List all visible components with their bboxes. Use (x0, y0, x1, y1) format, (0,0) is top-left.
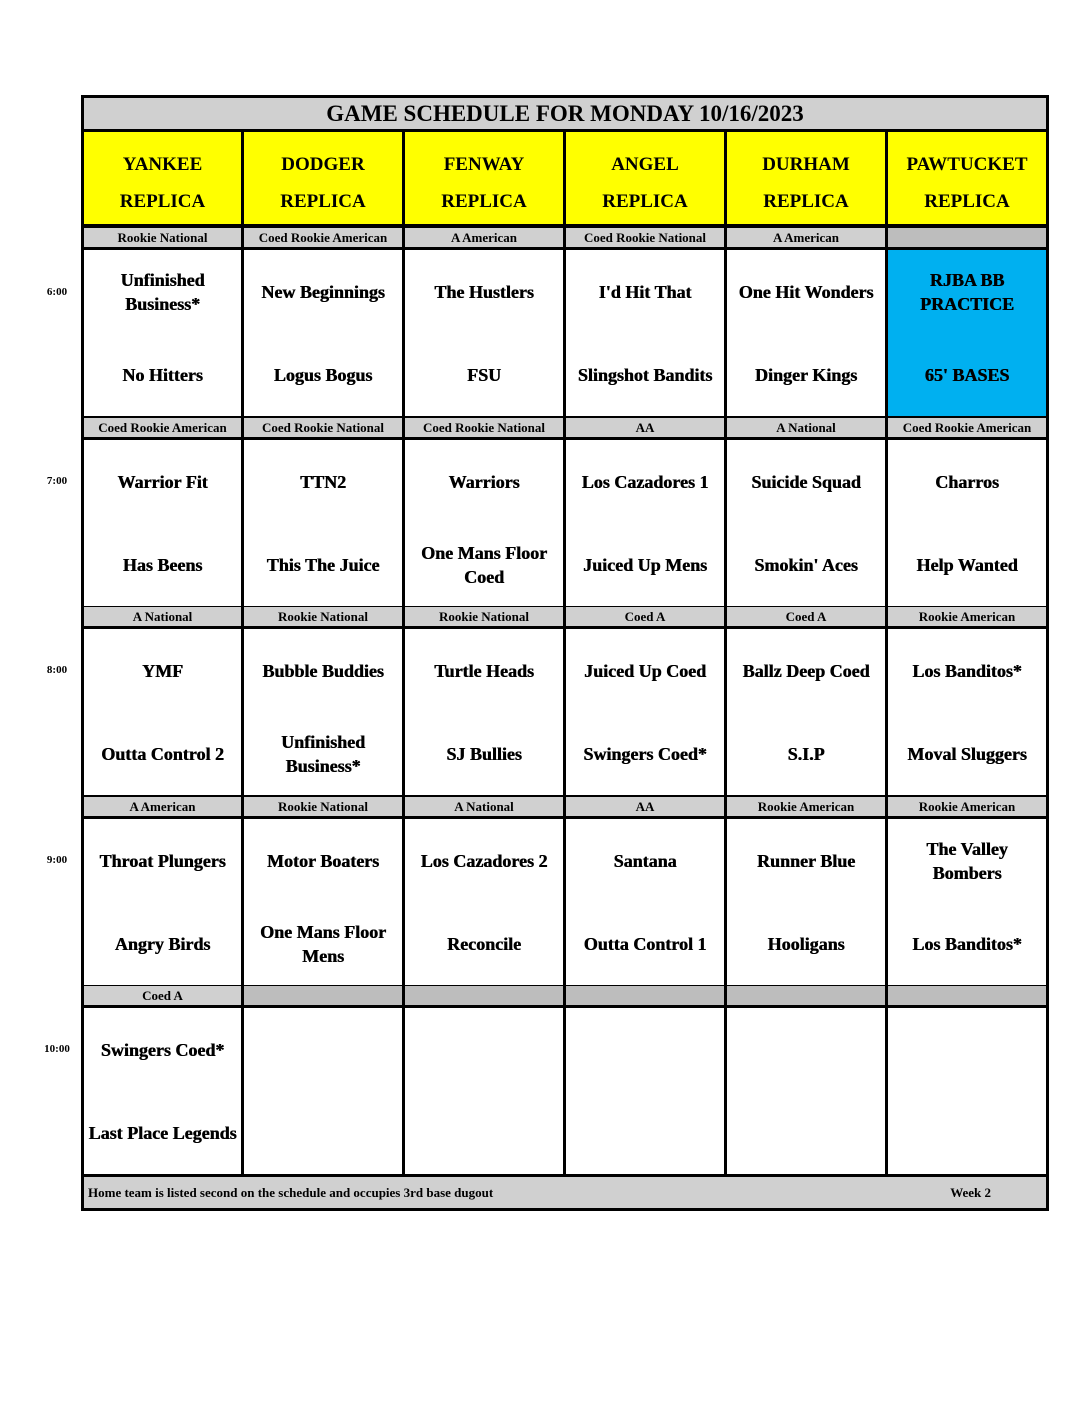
game-cell (244, 1008, 402, 1174)
away-team (566, 1008, 724, 1091)
away-team (405, 440, 563, 523)
home-team-name: One Mans Floor Coed (421, 542, 547, 587)
home-team (888, 902, 1046, 985)
away-team-name: Warrior Fit (117, 471, 208, 492)
home-team (566, 523, 724, 606)
division-label (566, 986, 724, 1005)
field-header (244, 132, 402, 224)
away-team-name: RJBA BB PRACTICE (919, 269, 1014, 314)
division-label: Coed Rookie National (566, 228, 724, 247)
field-header (84, 132, 241, 224)
field-type: REPLICA (119, 191, 206, 212)
footer-row (84, 1177, 1046, 1208)
field-type: REPLICA (763, 191, 849, 212)
home-team-name: S.I.P (787, 743, 825, 764)
home-team-name: Logus Bogus (273, 364, 373, 385)
away-team (84, 440, 241, 523)
away-team-name: Swingers Coed* (100, 1039, 225, 1060)
away-team (727, 629, 885, 712)
away-team-name: Santana (613, 850, 677, 871)
away-team-name: Motor Boaters (266, 850, 380, 871)
away-team-name: Bubble Buddies (262, 660, 384, 681)
home-team-name: Unfinished Business* (280, 731, 366, 776)
away-team (566, 250, 724, 333)
away-team-name: Los Banditos* (912, 660, 1022, 681)
division-label: AA (566, 797, 724, 816)
practice-cell (888, 250, 1046, 416)
game-cell (405, 819, 563, 985)
away-team (566, 440, 724, 523)
game-cell (566, 440, 724, 606)
game-cell (888, 1008, 1046, 1174)
home-team-name: No Hitters (122, 364, 203, 385)
home-team (727, 712, 885, 795)
home-team-name: Dinger Kings (754, 364, 858, 385)
game-cell (566, 250, 724, 416)
away-team (244, 629, 402, 712)
field-header (405, 132, 563, 224)
game-cell (566, 1008, 724, 1174)
home-team (405, 523, 563, 606)
home-team (405, 712, 563, 795)
away-team (888, 629, 1046, 712)
game-cell (244, 250, 402, 416)
time-label: 8:00 (46, 664, 68, 676)
home-team-name: Reconcile (447, 933, 521, 954)
time-label: 10:00 (44, 1043, 70, 1055)
division-label: A National (727, 418, 885, 437)
field-type: REPLICA (280, 191, 366, 212)
home-team-name: Outta Control 1 (583, 933, 707, 954)
game-cell (405, 629, 563, 795)
home-team-name: Help Wanted (916, 554, 1018, 575)
division-label (727, 986, 885, 1005)
home-team (244, 1091, 402, 1174)
home-team (84, 333, 241, 416)
away-team (405, 819, 563, 902)
schedule-title: GAME SCHEDULE FOR MONDAY 10/16/2023 (84, 98, 1046, 129)
away-team-name: The Valley Bombers (926, 838, 1008, 883)
game-cell (405, 250, 563, 416)
home-team (727, 902, 885, 985)
home-team (84, 523, 241, 606)
home-team (888, 712, 1046, 795)
away-team (888, 440, 1046, 523)
home-team (566, 1091, 724, 1174)
game-cell (727, 440, 885, 606)
away-team (727, 440, 885, 523)
field-name: FENWAY (443, 154, 525, 175)
home-team-name: One Mans Floor Mens (260, 921, 386, 966)
home-team (244, 902, 402, 985)
home-team-name: Hooligans (767, 933, 845, 954)
away-team-name: TTN2 (299, 471, 346, 492)
away-team (566, 629, 724, 712)
away-team (727, 1008, 885, 1091)
home-team (888, 333, 1046, 416)
time-label: 7:00 (46, 475, 68, 487)
division-label: A National (84, 607, 241, 626)
home-team (566, 712, 724, 795)
home-team-name: 65' BASES (924, 364, 1010, 385)
away-team-name: Charros (935, 471, 999, 492)
division-label: A American (84, 797, 241, 816)
division-label: Coed Rookie American (244, 228, 402, 247)
away-team (727, 819, 885, 902)
home-team (84, 902, 241, 985)
division-label: AA (566, 418, 724, 437)
field-name: PAWTUCKET (906, 154, 1028, 175)
field-name: ANGEL (611, 154, 679, 175)
field-name: DODGER (281, 154, 365, 175)
division-label: Rookie National (244, 797, 402, 816)
away-team-name: The Hustlers (434, 281, 534, 302)
away-team (888, 1008, 1046, 1091)
division-label (888, 986, 1046, 1005)
game-cell (727, 819, 885, 985)
home-team (727, 523, 885, 606)
home-team-name: Last Place Legends (88, 1122, 237, 1143)
division-label: Coed A (566, 607, 724, 626)
field-name: YANKEE (122, 154, 203, 175)
division-label (405, 986, 563, 1005)
away-team-name: One Hit Wonders (738, 281, 874, 302)
game-cell (888, 440, 1046, 606)
away-team (405, 629, 563, 712)
home-team (888, 523, 1046, 606)
division-label: A American (405, 228, 563, 247)
away-team-name: Los Cazadores 1 (581, 471, 709, 492)
home-team-name: Moval Sluggers (907, 743, 1027, 764)
away-team (405, 250, 563, 333)
week-label: Week 2 (950, 1184, 991, 1200)
game-cell (888, 629, 1046, 795)
game-cell (566, 819, 724, 985)
away-team-name: Turtle Heads (434, 660, 534, 681)
away-team-name: Throat Plungers (99, 850, 226, 871)
away-team-name: New Beginnings (261, 281, 385, 302)
home-team-name: Angry Birds (114, 933, 211, 954)
home-team-name: This The Juice (266, 554, 380, 575)
home-team-name: Swingers Coed* (583, 743, 707, 764)
division-label: A National (405, 797, 563, 816)
home-team-name: Los Banditos* (912, 933, 1022, 954)
division-label: Coed Rookie American (84, 418, 241, 437)
schedule-table (81, 95, 1049, 1211)
home-team-name: FSU (466, 364, 501, 385)
field-header (566, 132, 724, 224)
division-label: Rookie National (405, 607, 563, 626)
field-header (727, 132, 885, 224)
home-team (84, 712, 241, 795)
home-team (405, 1091, 563, 1174)
home-team (888, 1091, 1046, 1174)
away-team (84, 250, 241, 333)
field-name: DURHAM (762, 154, 850, 175)
away-team (244, 1008, 402, 1091)
home-team-name: SJ Bullies (446, 743, 522, 764)
away-team-name: Runner Blue (756, 850, 856, 871)
home-team (244, 712, 402, 795)
away-team (405, 1008, 563, 1091)
game-cell (727, 250, 885, 416)
home-team (244, 333, 402, 416)
home-team (84, 1091, 241, 1174)
division-label: Rookie American (888, 797, 1046, 816)
game-cell (244, 819, 402, 985)
away-team (244, 819, 402, 902)
field-type: REPLICA (924, 191, 1010, 212)
division-label: Coed A (84, 986, 241, 1005)
home-team (244, 523, 402, 606)
home-team (566, 902, 724, 985)
home-team-name: Slingshot Bandits (577, 364, 713, 385)
away-team (84, 1008, 241, 1091)
away-team (566, 819, 724, 902)
away-team-name: YMF (142, 660, 183, 681)
away-team (888, 819, 1046, 902)
away-team-name: Juiced Up Coed (583, 660, 706, 681)
away-team (244, 440, 402, 523)
away-team-name: Los Cazadores 2 (420, 850, 548, 871)
home-team (727, 1091, 885, 1174)
away-team-name: I'd Hit That (598, 281, 692, 302)
away-team (84, 629, 241, 712)
game-cell (84, 629, 241, 795)
away-team (727, 250, 885, 333)
away-team (244, 250, 402, 333)
time-label: 6:00 (46, 286, 68, 298)
division-label (888, 228, 1046, 247)
home-team (405, 902, 563, 985)
division-label: Rookie American (727, 797, 885, 816)
division-label: Coed Rookie National (405, 418, 563, 437)
game-cell (244, 629, 402, 795)
home-team-name: Has Beens (122, 554, 203, 575)
field-header (888, 132, 1046, 224)
home-team (727, 333, 885, 416)
game-cell (84, 250, 241, 416)
away-team-name: Ballz Deep Coed (742, 660, 870, 681)
division-label: Coed Rookie American (888, 418, 1046, 437)
field-type: REPLICA (602, 191, 688, 212)
game-cell (84, 440, 241, 606)
field-type: REPLICA (441, 191, 527, 212)
game-cell (405, 440, 563, 606)
game-cell (888, 819, 1046, 985)
home-team (566, 333, 724, 416)
away-team (84, 819, 241, 902)
time-label: 9:00 (46, 854, 68, 866)
away-team-name: Unfinished Business* (120, 269, 205, 314)
division-label: A American (727, 228, 885, 247)
home-team-name: Smokin' Aces (754, 554, 858, 575)
game-cell (84, 1008, 241, 1174)
game-cell (84, 819, 241, 985)
game-cell (727, 1008, 885, 1174)
division-label: Rookie National (244, 607, 402, 626)
away-team-name: Suicide Squad (751, 471, 861, 492)
division-label (244, 986, 402, 1005)
division-label: Rookie American (888, 607, 1046, 626)
home-team (405, 333, 563, 416)
home-team-name: Juiced Up Mens (582, 554, 707, 575)
division-label: Coed A (727, 607, 885, 626)
division-label: Rookie National (84, 228, 241, 247)
footer-note: Home team is listed second on the schedule and occupies 3rd base dugout (88, 1184, 494, 1200)
game-cell (405, 1008, 563, 1174)
away-team-name: Warriors (448, 471, 520, 492)
home-team-name: Outta Control 2 (101, 743, 224, 764)
game-cell (244, 440, 402, 606)
game-cell (566, 629, 724, 795)
away-team (888, 250, 1046, 333)
division-label: Coed Rookie National (244, 418, 402, 437)
game-cell (727, 629, 885, 795)
